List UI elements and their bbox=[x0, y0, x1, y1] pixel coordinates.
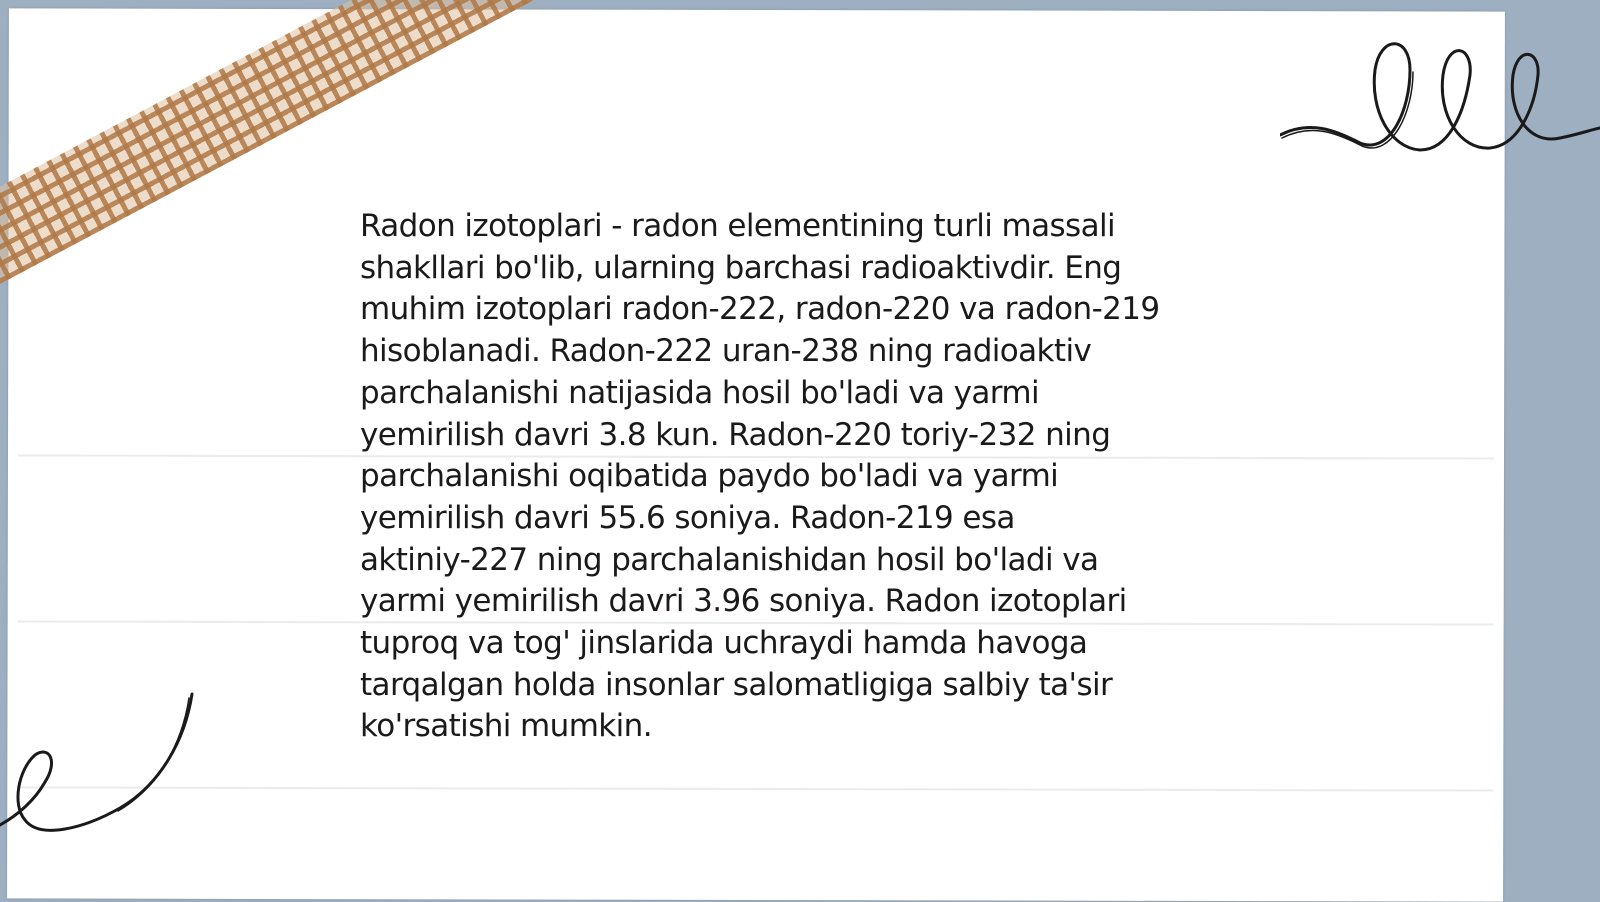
paragraph-line: yarmi yemirilish davri 3.96 soniya. Radon izotoplari bbox=[360, 583, 1127, 620]
loop-swirl-icon bbox=[1280, 30, 1600, 170]
hook-swirl-icon bbox=[0, 690, 200, 850]
paragraph-line: parchalanishi oqibatida paydo bo'ladi va yarmi bbox=[360, 458, 1059, 495]
body-paragraph bbox=[360, 206, 1240, 748]
paragraph-line: yemirilish davri 3.8 kun. Radon-220 toriy-232 ning bbox=[360, 416, 1111, 453]
paragraph-line: tuproq va tog' jinslarida uchraydi hamda havoga bbox=[360, 625, 1088, 662]
paragraph-line: aktiniy-227 ning parchalanishidan hosil bo'ladi va bbox=[360, 541, 1099, 578]
paragraph-line: hisoblanadi. Radon-222 uran-238 ning radioaktiv bbox=[360, 333, 1092, 370]
paragraph-line: parchalanishi natijasida hosil bo'ladi va yarmi bbox=[360, 374, 1039, 411]
paragraph-line: Radon izotoplari - radon elementining turli massali bbox=[360, 208, 1116, 244]
paragraph-line: tarqalgan holda insonlar salomatligiga salbiy ta'sir bbox=[360, 666, 1113, 703]
paragraph-line: muhim izotoplari radon-222, radon-220 va radon-219 bbox=[360, 291, 1160, 328]
paragraph-line: ko'rsatishi mumkin. bbox=[360, 708, 652, 745]
paragraph-line: shakllari bo'lib, ularning barchasi radioaktivdir. Eng bbox=[360, 249, 1122, 286]
paragraph-line: yemirilish davri 55.6 soniya. Radon-219 esa bbox=[360, 499, 1015, 536]
ruled-line bbox=[17, 786, 1493, 791]
